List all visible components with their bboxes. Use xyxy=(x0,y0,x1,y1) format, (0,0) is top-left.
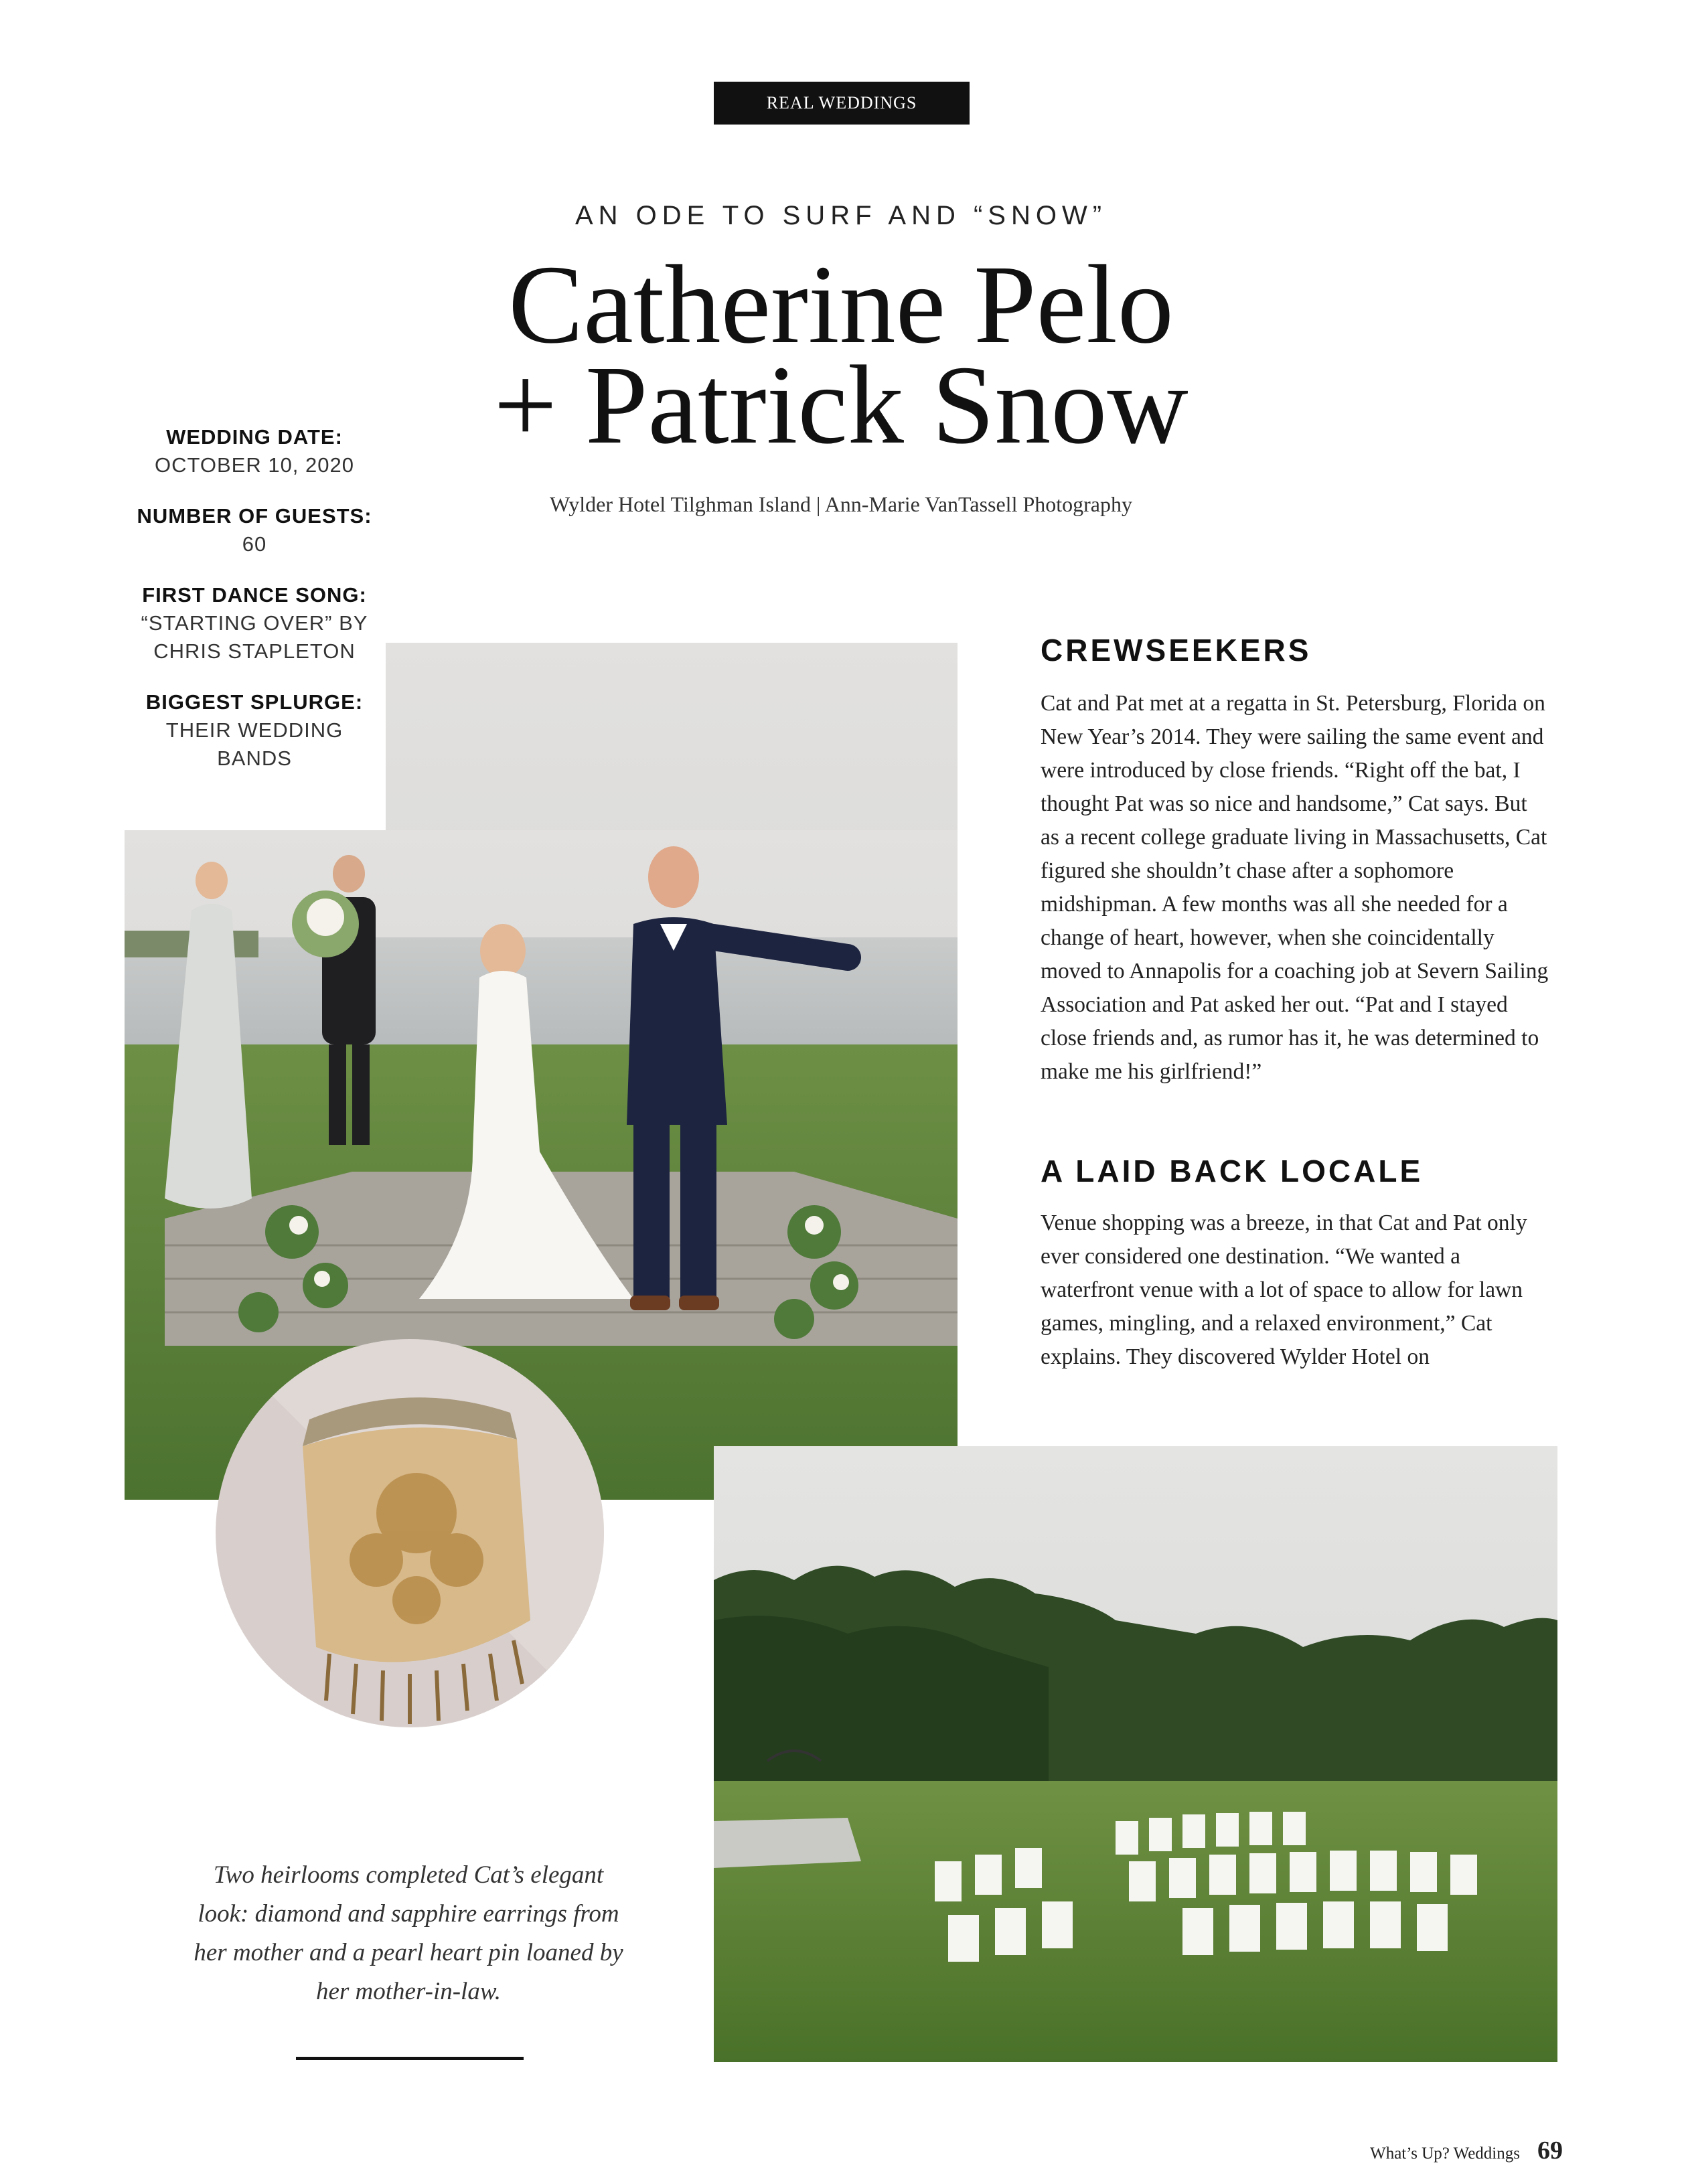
fact-biggest-splurge xyxy=(127,688,382,773)
fact-first-dance xyxy=(127,581,382,666)
page-footer xyxy=(1370,2136,1563,2165)
fact-value: THEIR WEDDING BANDS xyxy=(165,718,343,770)
heirloom-purse-illustration xyxy=(216,1339,604,1727)
section-body-crewseekers: Cat and Pat met at a regatta in St. Petersburg, Florida on New Year’s 2014. They were sailing the same event and were introduced by close friends. “Right off the bat, I thought Pat was so nice and handsome,” Cat says. But as a recent college graduate living in Massachusetts, Cat figured she shouldn’t chase after a sophomore midshipman. A few months was all she needed for a change of heart, however, when she coincidentally moved to Annapolis for a coaching job at Severn Sailing Association and Pat asked her out. “Pat and I stayed close friends and, as rumor has it, he was determined to make me his girlfriend!” xyxy=(1041,691,1549,1084)
fact-label: BIGGEST SPLURGE: xyxy=(145,690,364,714)
fact-label: WEDDING DATE: xyxy=(166,425,343,449)
title-line-1: Catherine Pelo xyxy=(508,242,1174,367)
fact-value: OCTOBER 10, 2020 xyxy=(154,453,354,477)
fact-label: NUMBER OF GUESTS: xyxy=(137,504,372,528)
section-heading-locale: A LAID BACK LOCALE xyxy=(1041,1154,1424,1188)
section-heading-crewseekers: CREWSEEKERS xyxy=(1041,633,1312,668)
kicker: AN ODE TO SURF AND “SNOW” xyxy=(575,201,1107,230)
wedding-facts xyxy=(127,423,382,795)
ceremony-lawn-illustration xyxy=(714,1446,1557,2062)
section-body-locale: Venue shopping was a breeze, in that Cat and Pat only ever considered one destination. “We wanted a waterfront venue with a lot of space to allow for lawn games, mingling, and a relaxed environment,” Cat explains. They discovered Wylder Hotel on xyxy=(1041,1211,1527,1369)
title-line-2: + Patrick Snow xyxy=(493,343,1189,467)
page-title xyxy=(375,242,1307,467)
publication-name: What’s Up? Weddings xyxy=(1370,2144,1520,2163)
fact-wedding-date xyxy=(127,423,382,479)
ceremony-lawn-photo xyxy=(714,1446,1557,2062)
heirloom-purse-photo xyxy=(216,1339,604,1727)
credits-line: Wylder Hotel Tilghman Island | Ann-Marie VanTassell Photography xyxy=(550,492,1132,516)
fact-value: “STARTING OVER” BY CHRIS STAPLETON xyxy=(141,611,368,663)
fact-guest-count xyxy=(127,502,382,558)
fact-value: 60 xyxy=(242,532,267,556)
section-tag: REAL WEDDINGS xyxy=(714,82,970,125)
page-number: 69 xyxy=(1537,2136,1563,2165)
photo-caption: Two heirlooms completed Cat’s elegant look: diamond and sapphire earrings from her mother and a pearl heart pin loaned by her mother-in-law. xyxy=(194,1861,623,2005)
fact-label: FIRST DANCE SONG: xyxy=(142,583,367,607)
caption-divider xyxy=(296,2057,524,2060)
